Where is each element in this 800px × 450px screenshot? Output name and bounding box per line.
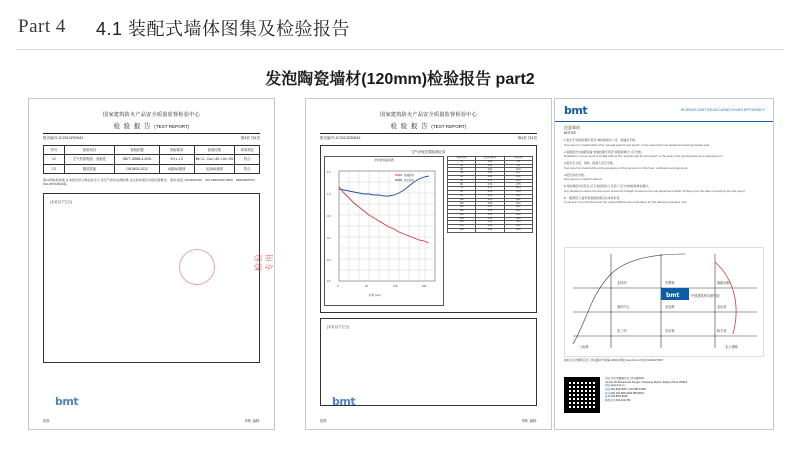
svg-text:检测浓度: 检测浓度: [404, 174, 415, 177]
report1-title: [43, 121, 260, 130]
cell-item: 空气有害物质、放射性: [64, 155, 115, 164]
table-row: 170 0.48 52.9: [448, 225, 533, 229]
subtitle: 发泡陶瓷墙材(120mm)检验报告 part2: [265, 71, 535, 88]
svg-text:0: 0: [337, 285, 339, 288]
qr-code-icon: [564, 377, 600, 413]
notice-item-en: Test report is invalid if altered.: [564, 177, 603, 182]
watermark-red-vertical: 检验专用: [254, 253, 274, 271]
map-label: 和平里: [717, 329, 727, 333]
report1-org: 国家建筑防火产品安全质量监督检验中心: [103, 112, 200, 118]
contact-lines: [605, 377, 764, 413]
report1-title-en: (TEST REPORT): [154, 124, 190, 129]
notice-item-cn: 2.复制报告未重新加盖"检验检测专用章"或检验单位公章无效。: [564, 149, 644, 154]
notice-item: [564, 161, 764, 170]
notice-item-cn: 5.对检验报告有异议,应于收到报告之日起十五日内向检验单位提出。: [564, 184, 652, 189]
watermark-bmt: bmt: [55, 395, 79, 408]
report1-footer: [43, 418, 260, 423]
svg-text:时间 (min): 时间 (min): [369, 294, 381, 297]
table-row: 30 0.86 15.7: [448, 172, 533, 176]
notice-item-en: Duplication of test report is invalid without the "special seal for test report" or the seal of the test department re-stamped on it.: [564, 154, 724, 159]
cell-verdict: 符合: [235, 164, 260, 173]
slide-header: [0, 0, 800, 52]
notice-address-line: 地址:北京市朝阳区北三环东路30号 邮编:100013 网址:www.bmt.cn 电话:010-84273067: [564, 359, 664, 362]
contact-row: 传真:010-88713189: [605, 395, 628, 399]
report2-panel-body: [324, 156, 533, 306]
report1-blank-area: [43, 193, 260, 363]
report1-results-table: [43, 145, 260, 174]
table-row: 180 0.46 54.9: [448, 228, 533, 232]
report2-org: 国家建筑防火产品安全质量监督检验中心: [380, 112, 477, 118]
watermark-bmt: bmt: [332, 395, 356, 408]
report1-rule-top: [43, 133, 260, 134]
report-page-3[interactable]: [28, 98, 275, 430]
table-row: 20 0.91 10.8: [448, 168, 533, 172]
report1-meta: [43, 136, 260, 141]
notice-item-cn: 1.报告无"检验检测专用章"或检验单位公章、骑缝章无效。: [564, 138, 638, 143]
notice-header: [555, 99, 773, 122]
svg-text:0.8: 0.8: [327, 215, 331, 218]
report1-page-info: 第3页 共4页: [240, 136, 260, 140]
cell-result: 达到A1级别: [194, 164, 235, 173]
cell-verdict: 符合: [235, 155, 260, 164]
notice-item: [564, 150, 764, 159]
notice-item-en: Any dissidence about the test report should be brought forward to the test department within 15 days from the date of receiving the test report.: [564, 188, 746, 193]
report2-data-rows: [448, 160, 533, 232]
map-label: 安慧桥: [665, 281, 675, 285]
notice-item: [564, 138, 764, 147]
svg-text:120: 120: [393, 285, 398, 288]
col-result: 检验结果: [194, 146, 235, 155]
chart-title: 净化效率曲线图: [374, 158, 394, 162]
table-row: 130 0.55 46.1: [448, 209, 533, 213]
cell-standard: GB/T 18968-3-2001: [115, 155, 160, 164]
table-row: 60 0.74 27.5: [448, 183, 533, 187]
notice-item: [564, 196, 764, 205]
table-row: [44, 155, 260, 164]
cell-required: ΣΗ ≤ 1.0: [159, 155, 194, 164]
col-verdict: 单项判定: [235, 146, 260, 155]
col-required: 指标要求: [159, 146, 194, 155]
cell-result: Be CL, Cu≥ <40 1.0e <25: [194, 155, 235, 164]
part-label: Part 4: [18, 16, 66, 37]
notice-item: [564, 184, 764, 193]
table-row: 10 0.96 5.9: [448, 164, 533, 168]
report2-panel-title: 空气净化效果检测记录: [411, 150, 446, 154]
map-label: 八角路: [579, 345, 589, 349]
table-row: 90 0.65 36.3: [448, 194, 533, 198]
col-conc: 浓度(mg/m³): [476, 157, 504, 161]
notice-item-cn: 4.报告涂改无效。: [564, 172, 587, 177]
report2-blank-label: (本页以下空白): [327, 325, 349, 329]
report2-measurement-panel: [320, 145, 537, 313]
svg-text:0.6: 0.6: [327, 237, 331, 240]
cell-index: 13: [44, 164, 65, 173]
report1-notes: 第13项检验结果:在本报告所示样品状态下,该空气净化检测结果,未达到本项目自报标准要求。 联系电话: 4000036799、010-68569362-8695、89800805709、010-88722816等。: [43, 177, 258, 187]
notice-heading-cn: 注意事项: [564, 125, 580, 130]
table-row: 40 0.82 19.6: [448, 175, 533, 179]
notice-item-en: Test report is invalid without the signatures of the persons for chief test, verification and approval.: [564, 165, 688, 170]
map-label: 奥体中心: [617, 305, 630, 309]
chart-svg: [325, 165, 443, 303]
contact-row: 网址:www.bmt.cn: [605, 384, 625, 388]
bmt-tagline: BCIENCE/JUSTICE/ACCURACY/HIGH EFFICIENCY: [681, 108, 765, 112]
header-divider: [16, 49, 784, 50]
map-label: 北三环: [617, 329, 627, 333]
table-row: 80 0.68 33.3: [448, 191, 533, 195]
svg-text:1.0: 1.0: [327, 193, 331, 196]
table-row: [44, 164, 260, 173]
report1-reviewer: 审核: 编制:: [244, 419, 260, 423]
svg-text:0.0: 0.0: [327, 280, 331, 283]
svg-text:0.4: 0.4: [327, 259, 331, 262]
contact-row: 电话:010-84273067 / 010-88713189: [605, 388, 646, 392]
page-title: 4.1 装配式墙体图集及检验报告: [96, 19, 351, 39]
map-label: 北土城路: [725, 345, 738, 349]
col-index: 序号: [44, 146, 65, 155]
report1-title-cn: 检 验 报 告: [113, 123, 152, 130]
map-label: 安贞桥: [665, 329, 675, 333]
notice-heading-en: NOTICE: [564, 131, 577, 135]
map-label: 中国建筑科学研究院: [691, 294, 720, 298]
notice-item: [564, 173, 764, 182]
map-label: 北四环: [617, 281, 627, 285]
report1-blank-label: (本页以下空白): [50, 200, 72, 205]
table-row: 0 1.02 0.0: [448, 160, 533, 164]
map-marker: bmt: [666, 292, 680, 299]
table-row: 160 0.49 52.0: [448, 221, 533, 225]
contact-row: 服务热线:400-010-789: [605, 399, 631, 403]
report2-title-cn: 检 验 报 告: [390, 123, 429, 130]
report1-report-no: 报告编号:JC2013ZS0543: [43, 136, 84, 140]
report2-footer: [320, 418, 537, 423]
col-standard: 检验依据: [115, 146, 160, 155]
seal-stamp: [179, 249, 215, 285]
report2-title: [320, 121, 537, 130]
table-row: 140 0.53 48.0: [448, 213, 533, 217]
report2-meta: [320, 136, 537, 141]
notice-item-cn: 6.一般情况下,委托检验的结果仅对来样负责。: [564, 195, 623, 200]
table-header-row: [44, 146, 260, 155]
map-svg: [565, 248, 764, 356]
table-row: 100 0.62 39.2: [448, 198, 533, 202]
table-row: 150 0.51 50.0: [448, 217, 533, 221]
purification-chart: [324, 156, 444, 306]
location-map: [564, 247, 764, 357]
report2-content: [320, 109, 537, 419]
contact-row: Add:No.30 Beisanhuan Donglu, Chaoyang District, Beijing China 100013: [605, 380, 688, 384]
documents-row: [28, 98, 772, 428]
cell-index: 12: [44, 155, 65, 164]
table-row: 120 0.57 44.1: [448, 206, 533, 210]
svg-text:对比浓度: 对比浓度: [404, 179, 415, 182]
svg-text:180: 180: [422, 285, 427, 288]
notice-contact-block: [564, 377, 764, 413]
col-item: 检验项目: [64, 146, 115, 155]
report2-blank-area: [320, 318, 537, 406]
col-eff: 效率(%): [504, 157, 532, 161]
notice-body: [564, 125, 764, 205]
notice-item-en: Test report is invalid without the "special seal for test report" or the seal of the test department and perforated seal.: [564, 142, 711, 147]
report2-title-en: (TEST REPORT): [431, 124, 467, 129]
report1-approver: 批准:: [43, 419, 51, 423]
cell-item: 燃烧性能: [64, 164, 115, 173]
cell-standard: GB 8624-2012: [115, 164, 160, 173]
notice-item-en: In general, the entrusted tests the responsibilities are undertaken for the delivered samples only.: [564, 200, 687, 205]
svg-text:1.2: 1.2: [327, 171, 331, 174]
notice-page[interactable]: [554, 98, 774, 430]
col-time: 时间(min): [448, 157, 476, 161]
bmt-logo: bmt: [564, 104, 588, 117]
table-row: 70 0.71 30.4: [448, 187, 533, 191]
report2-report-no: 报告编号:JC2013ZS0543: [320, 136, 361, 140]
report1-content: [43, 109, 260, 419]
map-label: 惠新西街: [717, 281, 730, 285]
contact-row: 地址:北京市朝阳区北三环东路30号: [605, 377, 645, 380]
report2-data-table: [447, 156, 533, 233]
report-page-4[interactable]: [305, 98, 552, 430]
map-label: 北辰路: [665, 305, 675, 309]
svg-text:60: 60: [365, 285, 368, 288]
table-row: 50 0.78 23.5: [448, 179, 533, 183]
cell-required: A级/A1级别: [159, 164, 194, 173]
report2-reviewer: 审核: 编制:: [521, 419, 537, 423]
report2-rule-top: [320, 133, 537, 134]
contact-row: Tel:(+86)-010-88714944 88740621: [605, 391, 645, 395]
map-label: 亚运村: [717, 305, 727, 309]
report2-approver: 批准:: [320, 419, 328, 423]
report2-data-table-wrap: [447, 156, 533, 306]
report2-page-info: 第4页 共4页: [517, 136, 537, 140]
notice-item-cn: 3.报告无主检、审核、批准人签字无效。: [564, 161, 616, 166]
table-row: 110 0.60 41.2: [448, 202, 533, 206]
